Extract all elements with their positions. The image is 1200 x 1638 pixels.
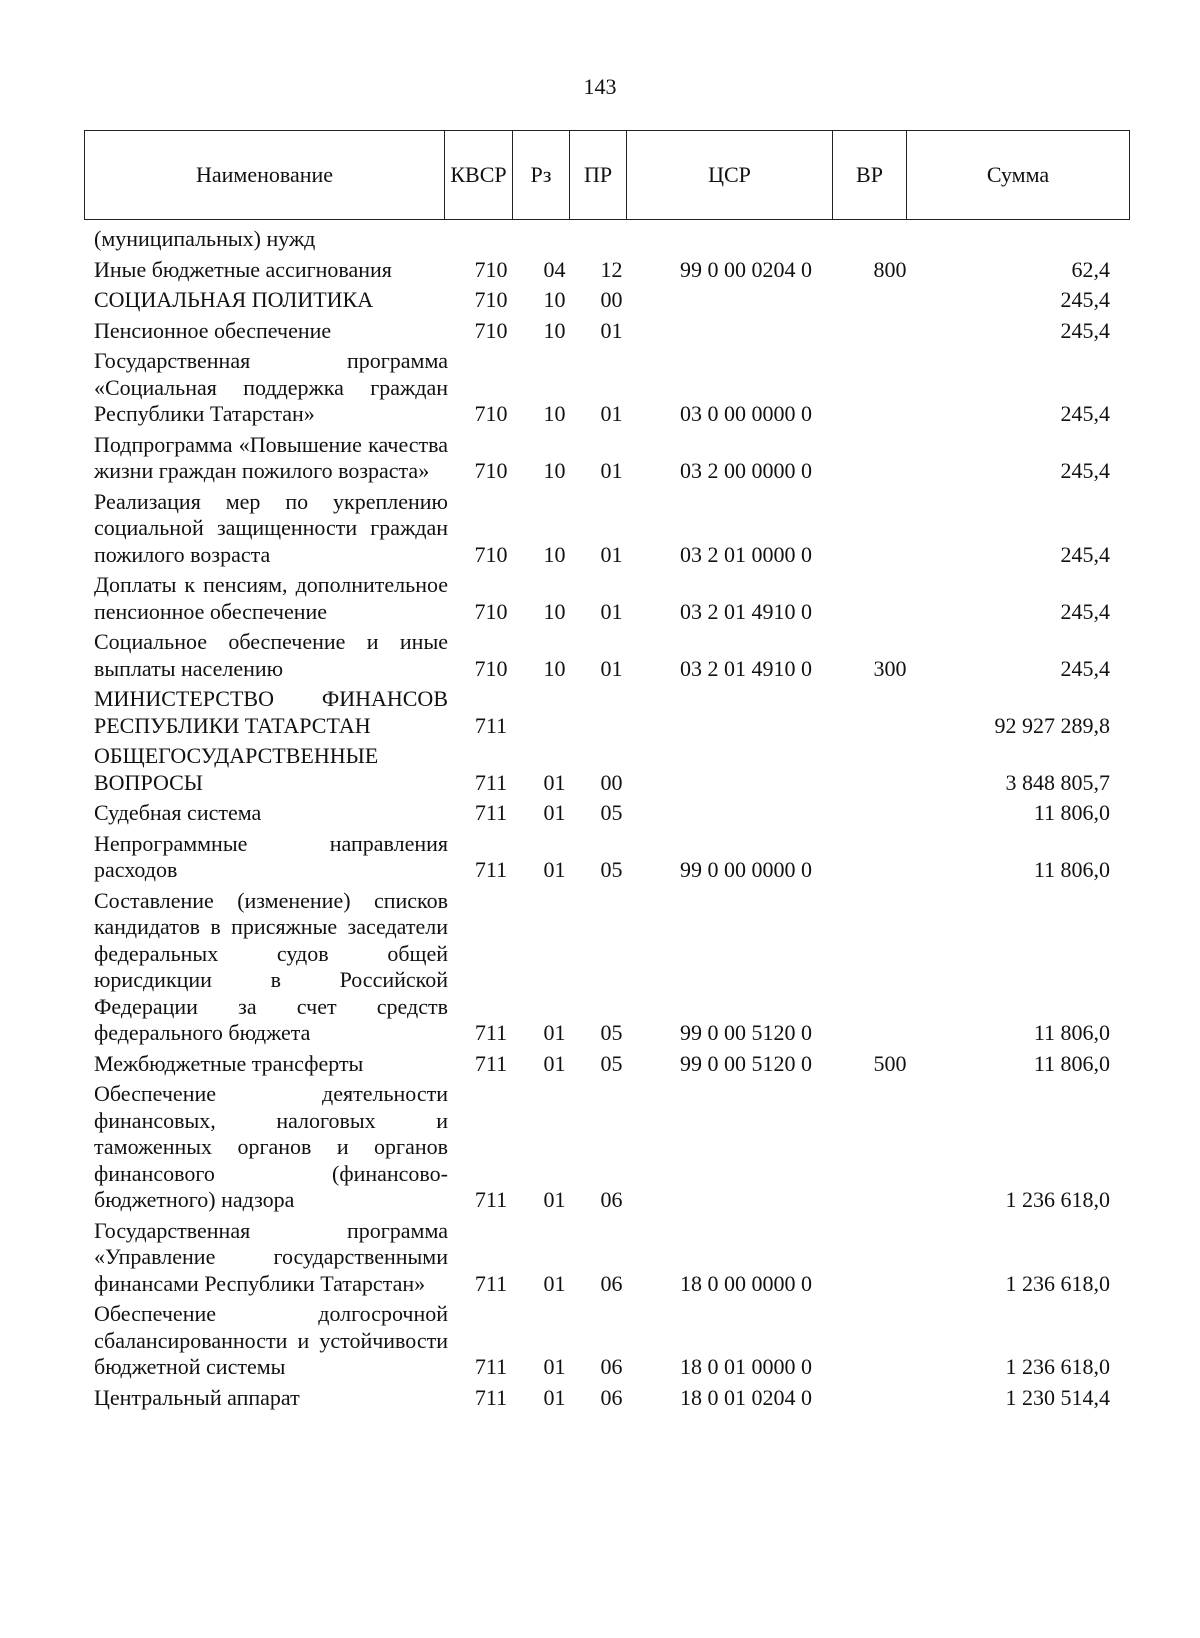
cell-sum: 245,4 [1060, 317, 1110, 343]
table-row [84, 1218, 1130, 1298]
cell-sum: 11 806,0 [1033, 800, 1110, 825]
cell-name: Непрограммные направления расходов [94, 830, 448, 882]
table-row [84, 318, 1130, 345]
cell-vr: 800 [873, 256, 907, 282]
cell-sum: 3 848 805,7 [1005, 769, 1110, 795]
table-row [84, 287, 1130, 314]
cell-rz: 10 [543, 655, 566, 681]
table-row [84, 1051, 1130, 1078]
cell-sum: 1 236 618,0 [1005, 1187, 1110, 1212]
cell-csr: 03 2 01 4910 0 [680, 598, 812, 624]
cell-rz: 01 [543, 1354, 566, 1379]
cell-name: Обеспечение деятельности финансовых, налоговых и таможенных органов и органов финансового (финансово-бюджетного) надзора [94, 1081, 448, 1212]
cell-rz: 10 [543, 458, 566, 483]
table-row [84, 1081, 1130, 1214]
cell-csr: 03 2 01 0000 0 [680, 541, 812, 567]
cell-rz: 01 [543, 1384, 566, 1410]
cell-rz: 01 [543, 1050, 566, 1076]
cell-kvsr: 710 [474, 317, 508, 343]
cell-pr: 06 [600, 1187, 623, 1212]
cell-kvsr: 710 [474, 256, 508, 282]
cell-kvsr: 711 [474, 1020, 508, 1045]
cell-name: МИНИСТЕРСТВО ФИНАНСОВ РЕСПУБЛИКИ ТАТАРСТАН [94, 686, 448, 738]
column-header-pr: ПР [570, 131, 627, 219]
table-row [84, 1385, 1130, 1412]
cell-pr: 00 [600, 287, 623, 312]
cell-kvsr: 711 [474, 1187, 508, 1212]
cell-kvsr: 711 [474, 769, 508, 795]
cell-rz: 10 [543, 317, 566, 343]
cell-sum: 245,4 [1060, 598, 1110, 624]
cell-sum: 1 236 618,0 [1005, 1270, 1110, 1296]
cell-rz: 10 [543, 401, 566, 426]
table-row [84, 572, 1130, 625]
cell-name: Судебная система [94, 800, 262, 825]
cell-csr: 18 0 01 0000 0 [680, 1354, 812, 1379]
column-header-kvsr: КВСР [445, 131, 513, 219]
cell-sum: 245,4 [1060, 655, 1110, 681]
table-row [84, 800, 1130, 827]
table-header [84, 130, 1130, 220]
cell-sum: 245,4 [1060, 401, 1110, 426]
cell-csr: 18 0 01 0204 0 [680, 1384, 812, 1410]
cell-pr: 00 [600, 769, 623, 795]
cell-csr: 03 2 01 4910 0 [680, 655, 812, 681]
cell-pr: 01 [600, 317, 623, 343]
cell-kvsr: 710 [474, 598, 508, 624]
cell-rz: 01 [543, 857, 566, 882]
cell-kvsr: 710 [474, 541, 508, 567]
cell-name: Иные бюджетные ассигнования [94, 256, 392, 282]
cell-name: (муниципальных) нужд [94, 226, 316, 251]
cell-rz: 01 [543, 1187, 566, 1212]
cell-name: Подпрограмма «Повышение качества жизни граждан пожилого возраста» [94, 431, 448, 483]
cell-csr: 99 0 00 0204 0 [680, 256, 812, 282]
column-header-name: Наименование [85, 131, 445, 219]
cell-kvsr: 710 [474, 458, 508, 483]
cell-kvsr: 710 [474, 287, 508, 312]
cell-sum: 1 236 618,0 [1005, 1354, 1110, 1379]
column-header-rz: Рз [513, 131, 570, 219]
cell-sum: 1 230 514,4 [1005, 1384, 1110, 1410]
cell-pr: 06 [600, 1384, 623, 1410]
cell-kvsr: 711 [474, 800, 508, 825]
cell-name: Пенсионное обеспечение [94, 317, 332, 343]
cell-sum: 11 806,0 [1033, 1020, 1110, 1045]
cell-csr: 99 0 00 0000 0 [680, 857, 812, 882]
cell-csr: 18 0 00 0000 0 [680, 1270, 812, 1296]
cell-pr: 01 [600, 541, 623, 567]
cell-name: Социальное обеспечение и иные выплаты населению [94, 629, 448, 681]
cell-sum: 245,4 [1060, 458, 1110, 483]
cell-rz: 01 [543, 800, 566, 825]
cell-pr: 05 [600, 1050, 623, 1076]
table-body [84, 222, 1130, 1411]
cell-csr: 03 0 00 0000 0 [680, 401, 812, 426]
cell-pr: 01 [600, 401, 623, 426]
cell-pr: 12 [600, 256, 623, 282]
cell-name: СОЦИАЛЬНАЯ ПОЛИТИКА [94, 287, 374, 312]
cell-name: Межбюджетные трансферты [94, 1050, 364, 1076]
cell-pr: 06 [600, 1354, 623, 1379]
cell-rz: 10 [543, 598, 566, 624]
cell-kvsr: 710 [474, 401, 508, 426]
cell-rz: 01 [543, 1020, 566, 1045]
cell-pr: 05 [600, 857, 623, 882]
cell-name: Центральный аппарат [94, 1384, 300, 1410]
cell-kvsr: 711 [474, 712, 508, 738]
page-number: 143 [583, 74, 617, 99]
cell-csr: 99 0 00 5120 0 [680, 1050, 812, 1076]
cell-csr: 99 0 00 5120 0 [680, 1020, 812, 1045]
cell-rz: 10 [543, 541, 566, 567]
cell-sum: 62,4 [1071, 256, 1110, 282]
table-row [84, 831, 1130, 884]
cell-sum: 11 806,0 [1033, 1050, 1110, 1076]
cell-kvsr: 711 [474, 857, 508, 882]
cell-kvsr: 711 [474, 1050, 508, 1076]
cell-rz: 01 [543, 1270, 566, 1296]
cell-rz: 10 [543, 287, 566, 312]
cell-sum: 245,4 [1060, 287, 1110, 312]
cell-rz: 04 [543, 256, 566, 282]
table-row [84, 226, 1130, 253]
cell-name: Доплаты к пенсиям, дополнительное пенсионное обеспечение [94, 572, 448, 624]
table-row [84, 743, 1130, 796]
table-row [84, 348, 1130, 428]
cell-vr: 300 [873, 655, 907, 681]
cell-pr: 01 [600, 598, 623, 624]
table-row [84, 1301, 1130, 1381]
cell-pr: 01 [600, 458, 623, 483]
cell-pr: 05 [600, 1020, 623, 1045]
cell-sum: 245,4 [1060, 541, 1110, 567]
cell-pr: 01 [600, 655, 623, 681]
cell-name: Реализация мер по укреплению социальной защищенности граждан пожилого возраста [94, 488, 448, 567]
table-row [84, 888, 1130, 1047]
table-row [84, 489, 1130, 569]
cell-pr: 06 [600, 1270, 623, 1296]
table-row [84, 257, 1130, 284]
cell-sum: 92 927 289,8 [994, 712, 1110, 738]
table-row [84, 432, 1130, 485]
cell-name: Обеспечение долгосрочной сбалансированности и устойчивости бюджетной системы [94, 1301, 448, 1379]
cell-rz: 01 [543, 769, 566, 795]
column-header-csr: ЦСР [627, 131, 833, 219]
column-header-sum: Сумма [986, 162, 1050, 187]
table-row [84, 686, 1130, 739]
cell-kvsr: 711 [474, 1384, 508, 1410]
column-header-vr: ВР [833, 131, 907, 219]
cell-csr: 03 2 00 0000 0 [680, 458, 812, 483]
cell-pr: 05 [600, 800, 623, 825]
table-row [84, 629, 1130, 682]
cell-name: Составление (изменение) списков кандидатов в присяжные заседатели федеральных судов общей юрисдикции в Российской Федерации за счет средств федерального бюджета [94, 887, 448, 1045]
cell-kvsr: 711 [474, 1270, 508, 1296]
cell-sum: 11 806,0 [1033, 857, 1110, 882]
cell-name: ОБЩЕГОСУДАРСТВЕННЫЕ ВОПРОСЫ [94, 743, 379, 795]
cell-name: Государственная программа «Управление государственными финансами Республики Татарстан» [94, 1217, 448, 1296]
cell-vr: 500 [873, 1050, 907, 1076]
cell-kvsr: 711 [474, 1354, 508, 1379]
cell-name: Государственная программа «Социальная поддержка граждан Республики Татарстан» [94, 348, 448, 426]
cell-kvsr: 710 [474, 655, 508, 681]
